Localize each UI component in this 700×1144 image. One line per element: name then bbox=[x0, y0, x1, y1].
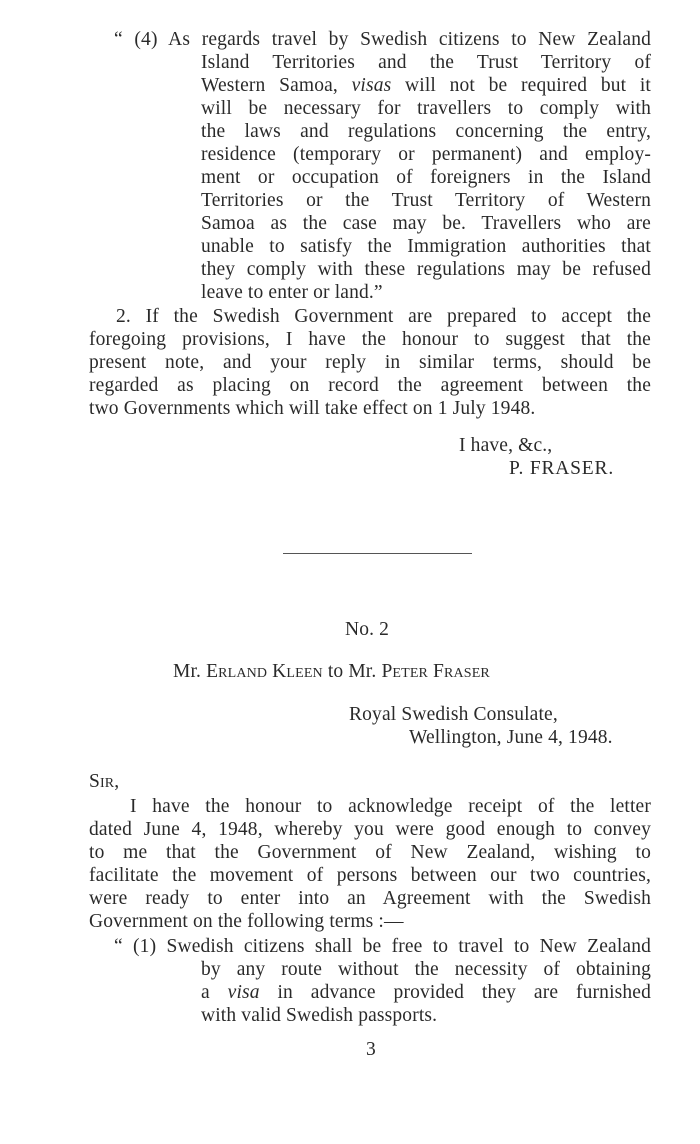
letter-line-2: dated June 4, 1948, whereby you were good enough to convey bbox=[89, 819, 651, 840]
to-word: to bbox=[327, 661, 344, 682]
page-number: 3 bbox=[366, 1039, 376, 1060]
clause4-line-2: Island Territories and the Trust Territory of bbox=[201, 52, 651, 73]
letter-line-3: to me that the Government of New Zealand, wishing to bbox=[89, 842, 651, 863]
clause4-line-8: Territories or the Trust Territory of Western bbox=[201, 190, 651, 211]
clause1-line-3 bbox=[201, 981, 651, 1005]
para2-line-4: regarded as placing on record the agreement between the bbox=[89, 375, 651, 396]
para2-line-3: present note, and your reply in similar terms, should be bbox=[89, 352, 651, 373]
clause1-line-3-b: in advance provided they are furnished bbox=[259, 982, 651, 1003]
clause4-line-9: Samoa as the case may be. Travellers who are bbox=[201, 213, 651, 234]
document-number-heading: No. 2 bbox=[345, 619, 390, 640]
clause4-line-6: residence (temporary or permanent) and employ- bbox=[201, 144, 651, 165]
closing-salutation: I have, &c., bbox=[459, 435, 553, 456]
letter-line-1: I have the honour to acknowledge receipt of the letter bbox=[130, 796, 651, 817]
clause4-line-4: will be necessary for travellers to comply with bbox=[201, 98, 651, 119]
clause4-line-11: they comply with these regulations may be refused bbox=[201, 259, 651, 280]
letter-salutation: Sir, bbox=[89, 771, 120, 792]
address-line-2: Wellington, June 4, 1948. bbox=[409, 727, 613, 748]
clause4-line-1: “ (4) As regards travel by Swedish citizens to New Zealand bbox=[114, 29, 651, 50]
section-divider bbox=[283, 553, 472, 554]
clause4-line-3 bbox=[201, 74, 651, 98]
clause1-visa-italic: visa bbox=[227, 982, 260, 1003]
letter-line-5: were ready to enter into an Agreement with the Swedish bbox=[89, 888, 651, 909]
to-name: Peter Fraser bbox=[381, 661, 490, 682]
clause4-line-5: the laws and regulations concerning the entry, bbox=[201, 121, 651, 142]
from-name: Erland Kleen bbox=[206, 661, 323, 682]
to-prefix: Mr. bbox=[348, 661, 377, 682]
clause4-line-7: ment or occupation of foreigners in the Island bbox=[201, 167, 651, 188]
closing-signature: P. FRASER. bbox=[509, 458, 615, 479]
clause1-line-4: with valid Swedish passports. bbox=[201, 1005, 438, 1026]
clause4-line-12: leave to enter or land.” bbox=[201, 282, 383, 303]
letter-line-4: facilitate the movement of persons between our two countries, bbox=[89, 865, 651, 886]
letter-line-6: Government on the following terms :— bbox=[89, 911, 404, 932]
address-line-1: Royal Swedish Consulate, bbox=[349, 704, 558, 725]
para2-line-1: 2. If the Swedish Government are prepared to accept the bbox=[116, 306, 651, 327]
clause4-line-3-b: will not be required but it bbox=[391, 75, 651, 96]
clause1-line-2: by any route without the necessity of obtaining bbox=[201, 959, 651, 980]
clause4-visas-italic: visas bbox=[351, 75, 392, 96]
clause4-line-3-a: Western Samoa, bbox=[201, 75, 352, 96]
from-prefix: Mr. bbox=[173, 661, 202, 682]
correspondence-parties bbox=[173, 660, 490, 684]
para2-line-2: foregoing provisions, I have the honour to suggest that the bbox=[89, 329, 651, 350]
para2-line-5: two Governments which will take effect on 1 July 1948. bbox=[89, 398, 536, 419]
clause1-line-1: “ (1) Swedish citizens shall be free to travel to New Zealand bbox=[114, 936, 651, 957]
clause4-line-10: unable to satisfy the Immigration authorities that bbox=[201, 236, 651, 257]
clause1-line-3-a: a bbox=[201, 982, 228, 1003]
